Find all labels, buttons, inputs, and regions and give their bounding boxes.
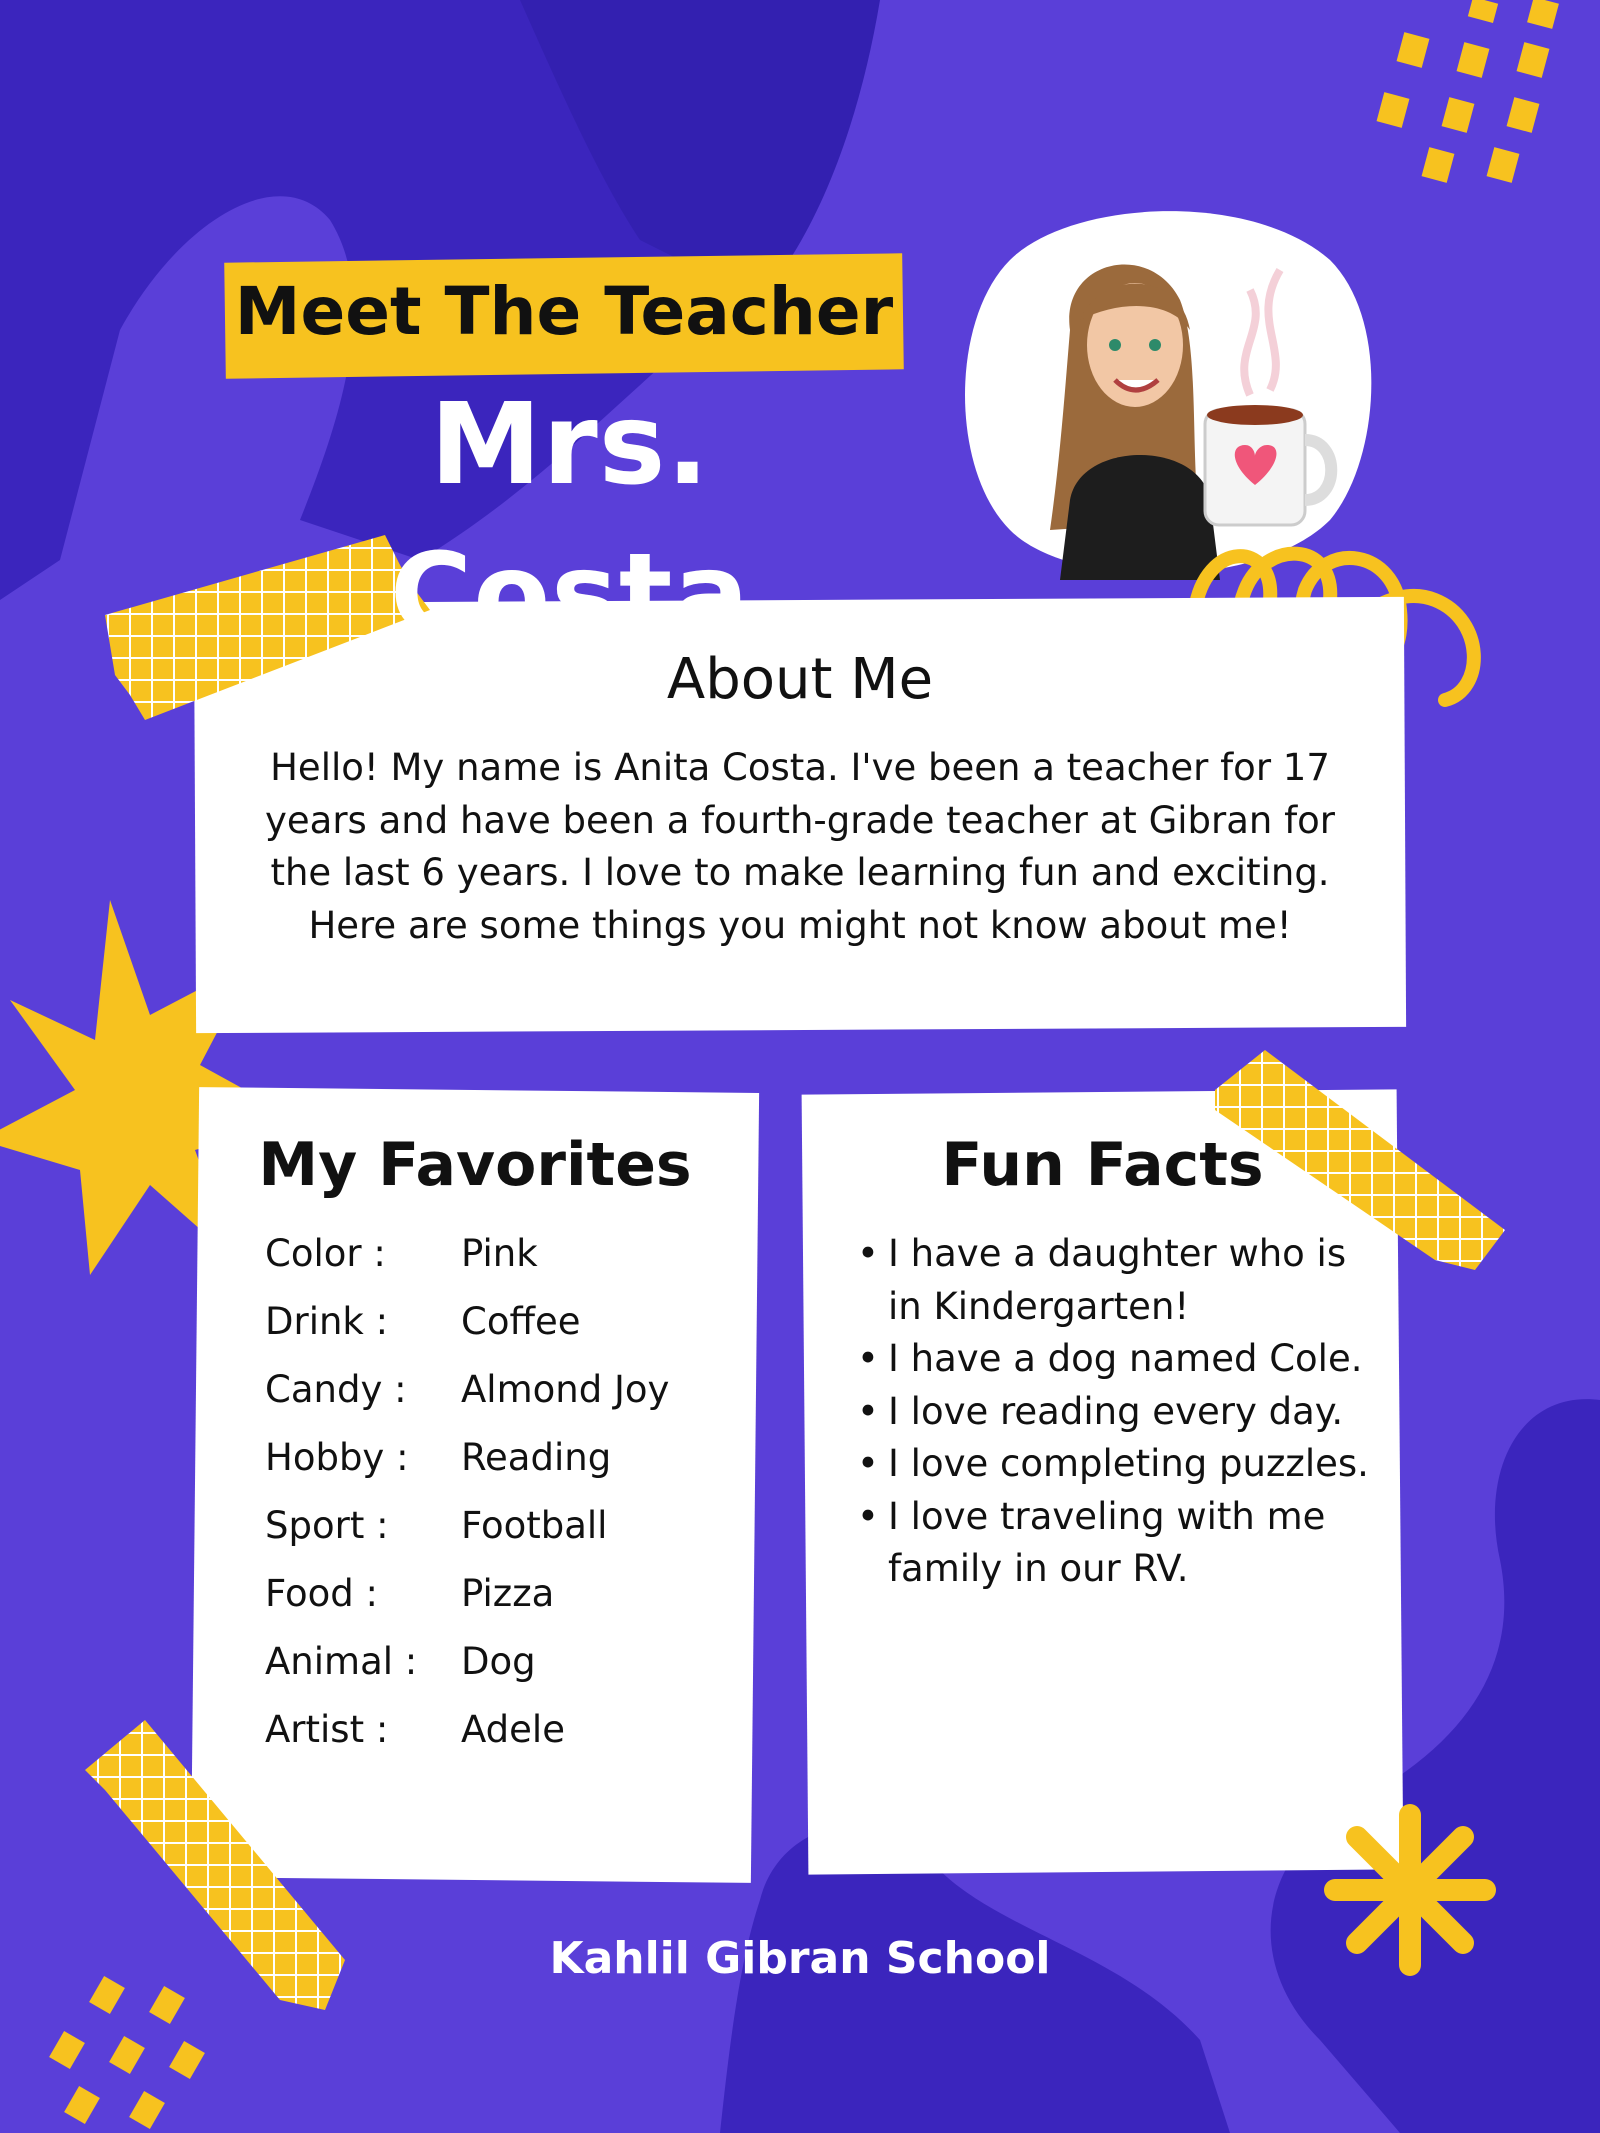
favorites-heading: My Favorites <box>258 1130 692 1200</box>
fact-text: I love traveling with me family in our RV. <box>888 1494 1326 1590</box>
banner-title: Meet The Teacher <box>234 273 894 350</box>
favorite-value: Reading <box>461 1436 612 1479</box>
bullet-icon: • <box>857 1389 879 1433</box>
favorite-value: Dog <box>461 1640 536 1683</box>
favorite-value: Football <box>461 1504 608 1547</box>
bullet-icon: • <box>857 1494 879 1538</box>
fun-facts-heading: Fun Facts <box>941 1130 1264 1200</box>
dash-pattern-top-right <box>1370 0 1600 190</box>
fact-text: I love completing puzzles. <box>888 1442 1369 1485</box>
bullet-icon: • <box>857 1232 879 1275</box>
asterisk-decoration <box>1320 1800 1500 1980</box>
favorite-value: Pink <box>461 1232 538 1275</box>
fun-facts-list <box>855 1228 1375 1596</box>
fact-text: I love reading every day. <box>888 1389 1344 1433</box>
list-item <box>855 1438 1375 1491</box>
about-heading: About Me <box>666 647 934 712</box>
favorite-label: Sport : <box>265 1504 389 1547</box>
favorite-label: Hobby : <box>265 1436 409 1479</box>
favorite-label: Animal : <box>265 1640 418 1683</box>
favorite-label: Drink : <box>265 1300 389 1343</box>
favorite-label: Food : <box>265 1572 378 1615</box>
fact-text: I have a dog named Cole. <box>888 1337 1363 1380</box>
favorite-value: Adele <box>461 1708 565 1751</box>
teacher-name: Mrs. Costa <box>390 380 750 660</box>
fact-text: I have a daughter who is in Kindergarten! <box>888 1232 1347 1328</box>
bullet-icon: • <box>857 1337 879 1380</box>
favorite-label: Color : <box>265 1232 386 1275</box>
favorite-value: Pizza <box>461 1572 555 1615</box>
list-item <box>855 1386 1375 1439</box>
about-body: Hello! My name is Anita Costa. I've been a teacher for 17 years and have been a fourth-grade teacher at Gibran for the last 6 years. I love to make learning fun and exciting. Here are some things you might not know about me! <box>264 746 1335 947</box>
favorite-value: Coffee <box>461 1300 581 1343</box>
favorite-label: Candy : <box>265 1368 407 1411</box>
school-name: Kahlil Gibran School <box>549 1933 1051 1984</box>
list-item <box>855 1333 1375 1386</box>
favorite-label: Artist : <box>265 1708 389 1751</box>
list-item <box>855 1491 1375 1596</box>
favorite-value: Almond Joy <box>461 1368 670 1411</box>
list-item <box>855 1228 1375 1333</box>
bullet-icon: • <box>857 1442 879 1485</box>
